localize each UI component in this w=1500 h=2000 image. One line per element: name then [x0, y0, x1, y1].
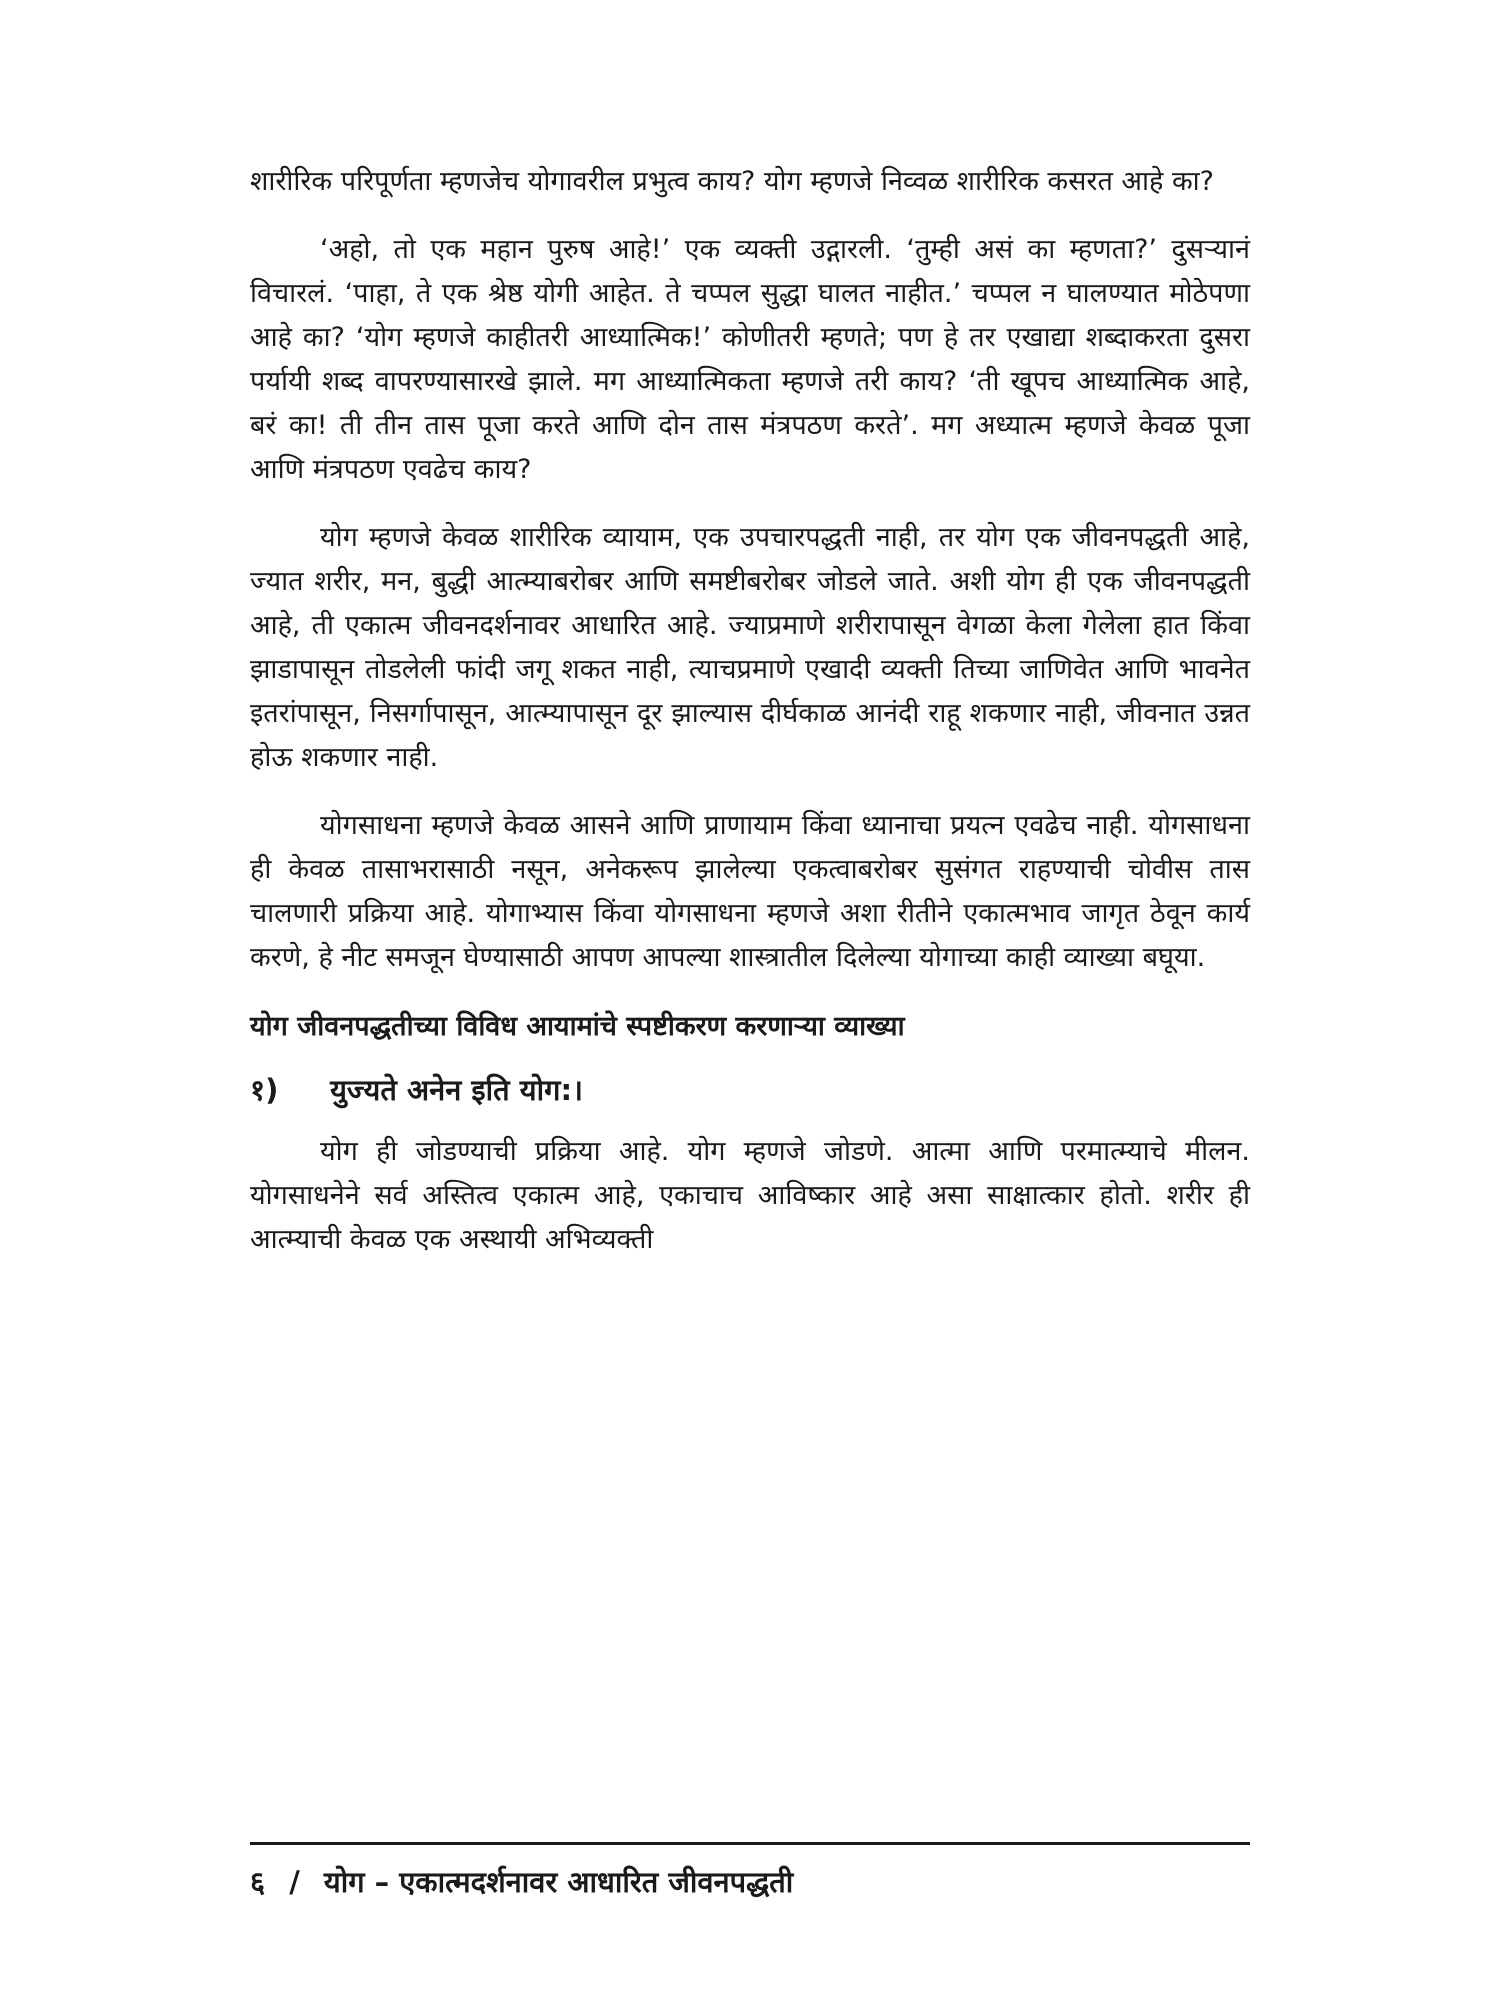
- yoga-lifestyle-paragraph: योग म्हणजे केवळ शारीरिक व्यायाम, एक उपचारपद्धती नाही, तर योग एक जीवनपद्धती आहे, ज्यात शरीर, मन, बुद्धी आत्म्याबरोबर आणि समष्टीबरोबर जोडले जाते. अशी योग ही एक जीवनपद्धती आहे, ती एकात्म जीवनदर्शनावर आधारित आहे. ज्याप्रमाणे शरीरापासून वेगळा केला गेलेला हात किंवा झाडापासून तोडलेली फांदी जगू शकत नाही, त्याचप्रमाणे एखादी व्यक्ती तिच्या जाणिवेत आणि भावनेत इतरांपासून, निसर्गापासून, आत्म्यापासून दूर झाल्यास दीर्घकाळ आनंदी राहू शकणार नाही, जीवनात उन्नत होऊ शकणार नाही.: [250, 522, 1250, 773]
- footer-divider: [250, 1842, 1250, 1845]
- page-number: ६: [250, 1865, 266, 1899]
- intro-paragraph: शारीरिक परिपूर्णता म्हणजेच योगावरील प्रभुत्व काय? योग म्हणजे निव्वळ शारीरिक कसरत आहे का?: [250, 166, 1215, 197]
- definition-heading: [250, 1066, 1250, 1114]
- section-heading: योग जीवनपद्धतीच्या विविध आयामांचे स्पष्टीकरण करणाऱ्या व्याख्या: [250, 1011, 905, 1042]
- definition-paragraph: योग ही जोडण्याची प्रक्रिया आहे. योग म्हणजे जोडणे. आत्मा आणि परमात्म्याचे मीलन. योगसाधनेने सर्व अस्तित्व एकात्म आहे, एकाचाच आविष्कार आहे असा साक्षात्कार होतो. शरीर ही आत्म्याची केवळ एक अस्थायी अभिव्यक्ती: [250, 1136, 1250, 1255]
- footer-separator: /: [289, 1865, 300, 1899]
- book-title: योग – एकात्मदर्शनावर आधारित जीवनपद्धती: [323, 1865, 794, 1899]
- page-body: [250, 160, 1250, 1990]
- definition-title: युज्यते अनेन इति योग:।: [330, 1073, 584, 1107]
- yoga-practice-paragraph: योगसाधना म्हणजे केवळ आसने आणि प्राणायाम किंवा ध्यानाचा प्रयत्न एवढेच नाही. योगसाधना ही केवळ तासाभरासाठी नसून, अनेकरूप झालेल्या एकत्वाबरोबर सुसंगत राहण्याची चोवीस तास चालणारी प्रक्रिया आहे. योगाभ्यास किंवा योगसाधना म्हणजे अशा रीतीने एकात्मभाव जागृत ठेवून कार्य करणे, हे नीट समजून घेण्यासाठी आपण आपल्या शास्त्रातील दिलेल्या योगाच्या काही व्याख्या बघूया.: [250, 810, 1250, 973]
- definition-number: १): [250, 1073, 279, 1107]
- dialogue-paragraph: ‘अहो, तो एक महान पुरुष आहे!’ एक व्यक्ती उद्गारली. ‘तुम्ही असं का म्हणता?’ दुसऱ्यानं विचारलं. ‘पाहा, ते एक श्रेष्ठ योगी आहेत. ते चप्पल सुद्धा घालत नाहीत.’ चप्पल न घालण्यात मोठेपणा आहे का? ‘योग म्हणजे काहीतरी आध्यात्मिक!’ कोणीतरी म्हणते; पण हे तर एखाद्या शब्दाकरता दुसरा पर्यायी शब्द वापरण्यासारखे झाले. मग आध्यात्मिकता म्हणजे तरी काय? ‘ती खूपच आध्यात्मिक आहे, बरं का! ती तीन तास पूजा करते आणि दोन तास मंत्रपठण करते’. मग अध्यात्म म्हणजे केवळ पूजा आणि मंत्रपठण एवढेच काय?: [250, 234, 1250, 485]
- page-footer: [250, 1860, 1250, 1904]
